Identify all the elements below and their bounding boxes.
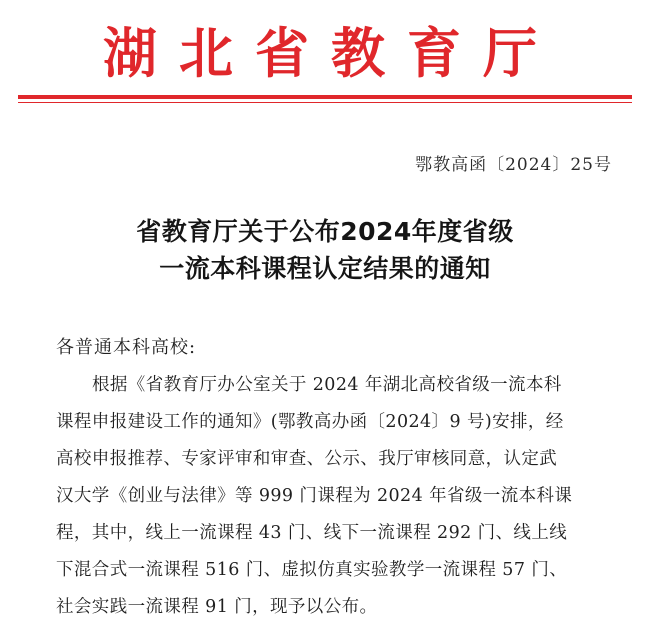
notice-title-line-1: 省教育厅关于公布2024年度省级 [136, 217, 514, 246]
body-text-line: 程，其中，线上一流课程 43 门、线下一流课程 292 门、线上线 [56, 523, 568, 543]
masthead-rule-thick [18, 95, 632, 99]
body-text-line: 社会实践一流课程 91 门，现予以公布。 [56, 597, 378, 617]
masthead-title: 湖北省教育厅 [103, 22, 559, 85]
body-text-line: 课程申报建设工作的通知》(鄂教高办函〔2024〕9 号)安排，经 [56, 412, 564, 432]
body-text-line: 高校申报推荐、专家评审和审查、公示、我厅审核同意，认定武 [56, 449, 558, 469]
body-text-line: 根据《省教育厅办公室关于 2024 年湖北高校省级一流本科 [92, 375, 562, 395]
notice-title-line-2: 一流本科课程认定结果的通知 [159, 254, 491, 283]
body-text-line: 下混合式一流课程 516 门、虚拟仿真实验教学一流课程 57 门、 [56, 560, 568, 580]
body-text-line: 汉大学《创业与法律》等 999 门课程为 2024 年省级一流本科课 [56, 486, 573, 506]
document-number: 鄂教高函〔2024〕25号 [415, 155, 612, 175]
masthead-rule-thin [18, 102, 632, 103]
salutation: 各普通本科高校: [56, 337, 197, 358]
